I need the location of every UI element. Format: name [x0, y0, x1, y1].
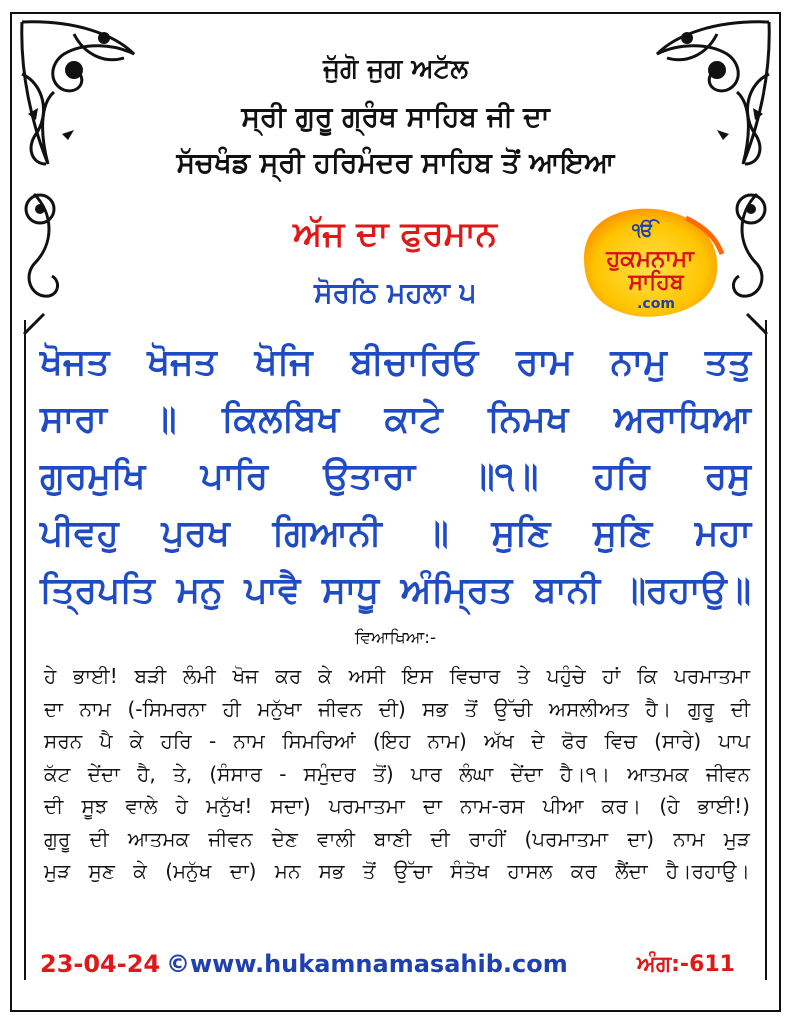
gurbani-verse	[40, 334, 751, 619]
vyakhya-line: ਕੱਟ ਦੇਂਦਾ ਹੈ, ਤੇ, (ਸੰਸਾਰ - ਸਮੁੰਦਰ ਤੋਂ) ਪਾਰ ਲੰਘਾ ਦੇਂਦਾ ਹੈ।੧। ਆਤਮਕ ਜੀਵਨ	[44, 761, 750, 786]
raag-heading: ਸੋਰਠਿ ਮਹਲਾ ੫	[314, 276, 476, 309]
gurbani-line: ਤ੍ਰਿਪਤਿ ਮਨੁ ਪਾਵੈ ਸਾਧੂ ਅੰਮ੍ਰਿਤ ਬਾਨੀ ॥ਰਹਾਉ॥	[40, 570, 751, 611]
vyakhya-line: ਹੇ ਭਾਈ! ਬੜੀ ਲੰਮੀ ਖੋਜ ਕਰ ਕੇ ਅਸੀ ਇਸ ਵਿਚਾਰ ਤੇ ਪਹੁੰਚੇ ਹਾਂ ਕਿ ਪਰਮਾਤਮਾ	[44, 664, 750, 688]
logo-text-sahib: ਸਾਹਿਬ	[628, 270, 684, 295]
logo-text-com: .com	[637, 296, 675, 312]
gurbani-line: ਖੋਜਤ ਖੋਜਤ ਖੋਜਿ ਬੀਚਾਰਿਓ ਰਾਮ ਨਾਮੁ ਤਤੁ	[40, 342, 751, 383]
gurbani-line: ਗੁਰਮੁਖਿ ਪਾਰਿ ਉਤਾਰਾ ॥੧॥ ਹਰਿ ਰਸੁ	[40, 456, 751, 497]
logo-text-hukamnama: ਹੁਕਮਨਾਮਾ	[606, 246, 694, 272]
footer	[40, 950, 751, 986]
gurbani-line: ਪੀਵਹੁ ਪੁਰਖ ਗਿਆਨੀ ॥ ਸੁਣਿ ਸੁਣਿ ਮਹਾ	[40, 513, 751, 554]
ik-onkar-symbol: ੴ	[632, 220, 654, 241]
header-line-2: ਸ੍ਰੀ ਗੁਰੂ ਗ੍ਰੰਥ ਸਾਹਿਬ ਜੀ ਦਾ	[241, 100, 550, 133]
website-link[interactable]: ©www.hukamnamasahib.com	[166, 950, 568, 978]
vyakhya-line: ਸਰਨ ਪੈ ਕੇ ਹਰਿ - ਨਾਮ ਸਿਮਰਿਆਂ (ਇਹ ਨਾਮ) ਅੱਖ ਦੇ ਫੋਰ ਵਿਚ (ਸਾਰੇ) ਪਾਪ	[44, 729, 750, 753]
vyakhya-text	[44, 660, 750, 888]
vyakhya-line: ਦੀ ਸੂਝ ਵਾਲੇ ਹੇ ਮਨੁੱਖ! ਸਦਾ) ਪਰਮਾਤਮਾ ਦਾ ਨਾਮ-ਰਸ ਪੀਆ ਕਰ। (ਹੇ ਭਾਈ!)	[44, 794, 750, 818]
vyakhya-line: ਮੁੜ ਸੁਣ ਕੇ (ਮਨੁੱਖ ਦਾ) ਮਨ ਸਭ ਤੋਂ ਉੱਚਾ ਸੰਤੋਖ ਹਾਸਲ ਕਰ ਲੈਂਦਾ ਹੈ।ਰਹਾਉ।	[44, 859, 750, 883]
farman-title: ਅੱਜ ਦਾ ਫੁਰਮਾਨ	[293, 214, 497, 254]
header-line-1: ਜੁੱਗੋ ਜੁਗ ਅਟੱਲ	[323, 54, 468, 84]
vyakhya-heading: ਵਿਆਖਿਆ:-	[354, 628, 437, 648]
ang-number: ਅੰਗ:-611	[636, 952, 735, 977]
date-label: 23-04-24	[40, 950, 161, 978]
hukamnama-sahib-logo	[566, 198, 726, 322]
vyakhya-line: ਦਾ ਨਾਮ (-ਸਿਮਰਨਾ ਹੀ ਮਨੁੱਖਾ ਜੀਵਨ ਦੀ) ਸਭ ਤੋਂ ਉੱਚੀ ਅਸਲੀਅਤ ਹੈ। ਗੁਰੂ ਦੀ	[44, 696, 750, 721]
vyakhya-line: ਗੁਰੂ ਦੀ ਆਤਮਕ ਜੀਵਨ ਦੇਣ ਵਾਲੀ ਬਾਣੀ ਦੀ ਰਾਹੀਂ (ਪਰਮਾਤਮਾ ਦਾ) ਨਾਮ ਮੁੜ	[44, 826, 750, 851]
header-line-3: ਸੱਚਖੰਡ ਸ੍ਰੀ ਹਰਿਮੰਦਰ ਸਾਹਿਬ ਤੋਂ ਆਇਆ	[176, 146, 615, 179]
gurbani-line: ਸਾਰਾ ॥ ਕਿਲਬਿਖ ਕਾਟੇ ਨਿਮਖ ਅਰਾਧਿਆ	[40, 399, 751, 440]
